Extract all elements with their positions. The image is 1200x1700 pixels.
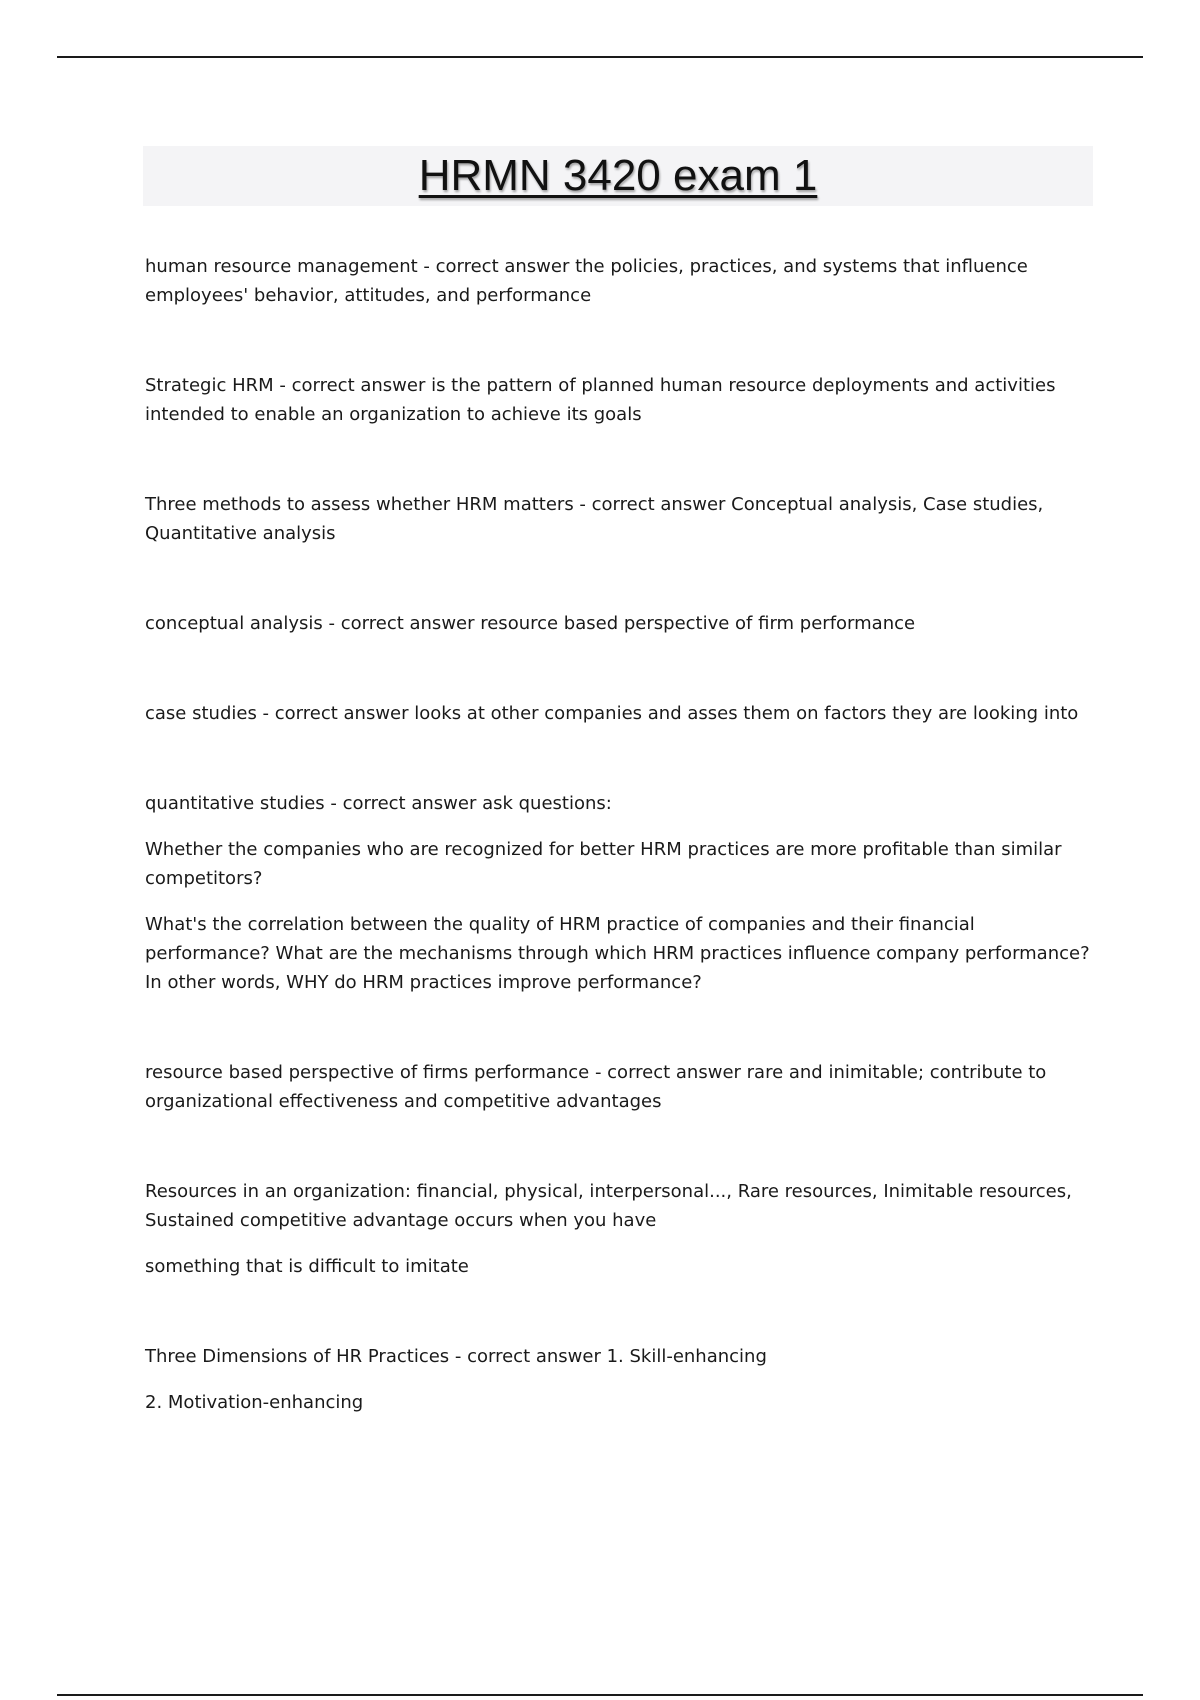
entry-paragraph: quantitative studies - correct answer ask questions: [145, 793, 612, 814]
bottom-rule [57, 1694, 1143, 1696]
title-band [143, 146, 1093, 206]
entry-conceptual-analysis [145, 609, 1090, 638]
document-body [145, 252, 1090, 1478]
top-rule [57, 56, 1143, 58]
entry-hrm [145, 252, 1090, 310]
entry-case-studies [145, 699, 1090, 728]
entry-three-dimensions [145, 1342, 1090, 1417]
entry-paragraph: resource based perspective of firms performance - correct answer rare and inimitable; contribute to organizational effectiveness and competitive advantages [145, 1062, 1047, 1112]
entry-quantitative-studies [145, 789, 1090, 997]
entry-strategic-hrm [145, 371, 1090, 429]
entry-paragraph: something that is difficult to imitate [145, 1256, 469, 1277]
entry-paragraph: What's the correlation between the quality of HRM practice of companies and their financial performance? What are the mechanisms through which HRM practices influence company performance? In other words, WHY do HRM practices improve performance? [145, 914, 1090, 993]
entry-paragraph: Whether the companies who are recognized for better HRM practices are more profitable than similar competitors? [145, 839, 1062, 889]
entry-resources-in-organization [145, 1177, 1090, 1281]
entry-paragraph: Strategic HRM - correct answer is the pattern of planned human resource deployments and activities intended to enable an organization to achieve its goals [145, 375, 1056, 425]
entry-paragraph: Three methods to assess whether HRM matters - correct answer Conceptual analysis, Case studies, Quantitative analysis [145, 494, 1044, 544]
entry-paragraph: Three Dimensions of HR Practices - correct answer 1. Skill-enhancing [145, 1346, 767, 1367]
entry-paragraph: Resources in an organization: financial, physical, interpersonal..., Rare resources, Inimitable resources, Sustained competitive advantage occurs when you have [145, 1181, 1072, 1231]
entry-three-methods [145, 490, 1090, 548]
entry-resource-based-perspective [145, 1058, 1090, 1116]
entry-paragraph: 2. Motivation-enhancing [145, 1392, 364, 1413]
document-title: HRMN 3420 exam 1 [418, 151, 818, 200]
entry-paragraph: case studies - correct answer looks at other companies and asses them on factors they are looking into [145, 703, 1079, 724]
entry-paragraph: human resource management - correct answer the policies, practices, and systems that influence employees' behavior, attitudes, and performance [145, 256, 1028, 306]
entry-paragraph: conceptual analysis - correct answer resource based perspective of firm performance [145, 613, 916, 634]
